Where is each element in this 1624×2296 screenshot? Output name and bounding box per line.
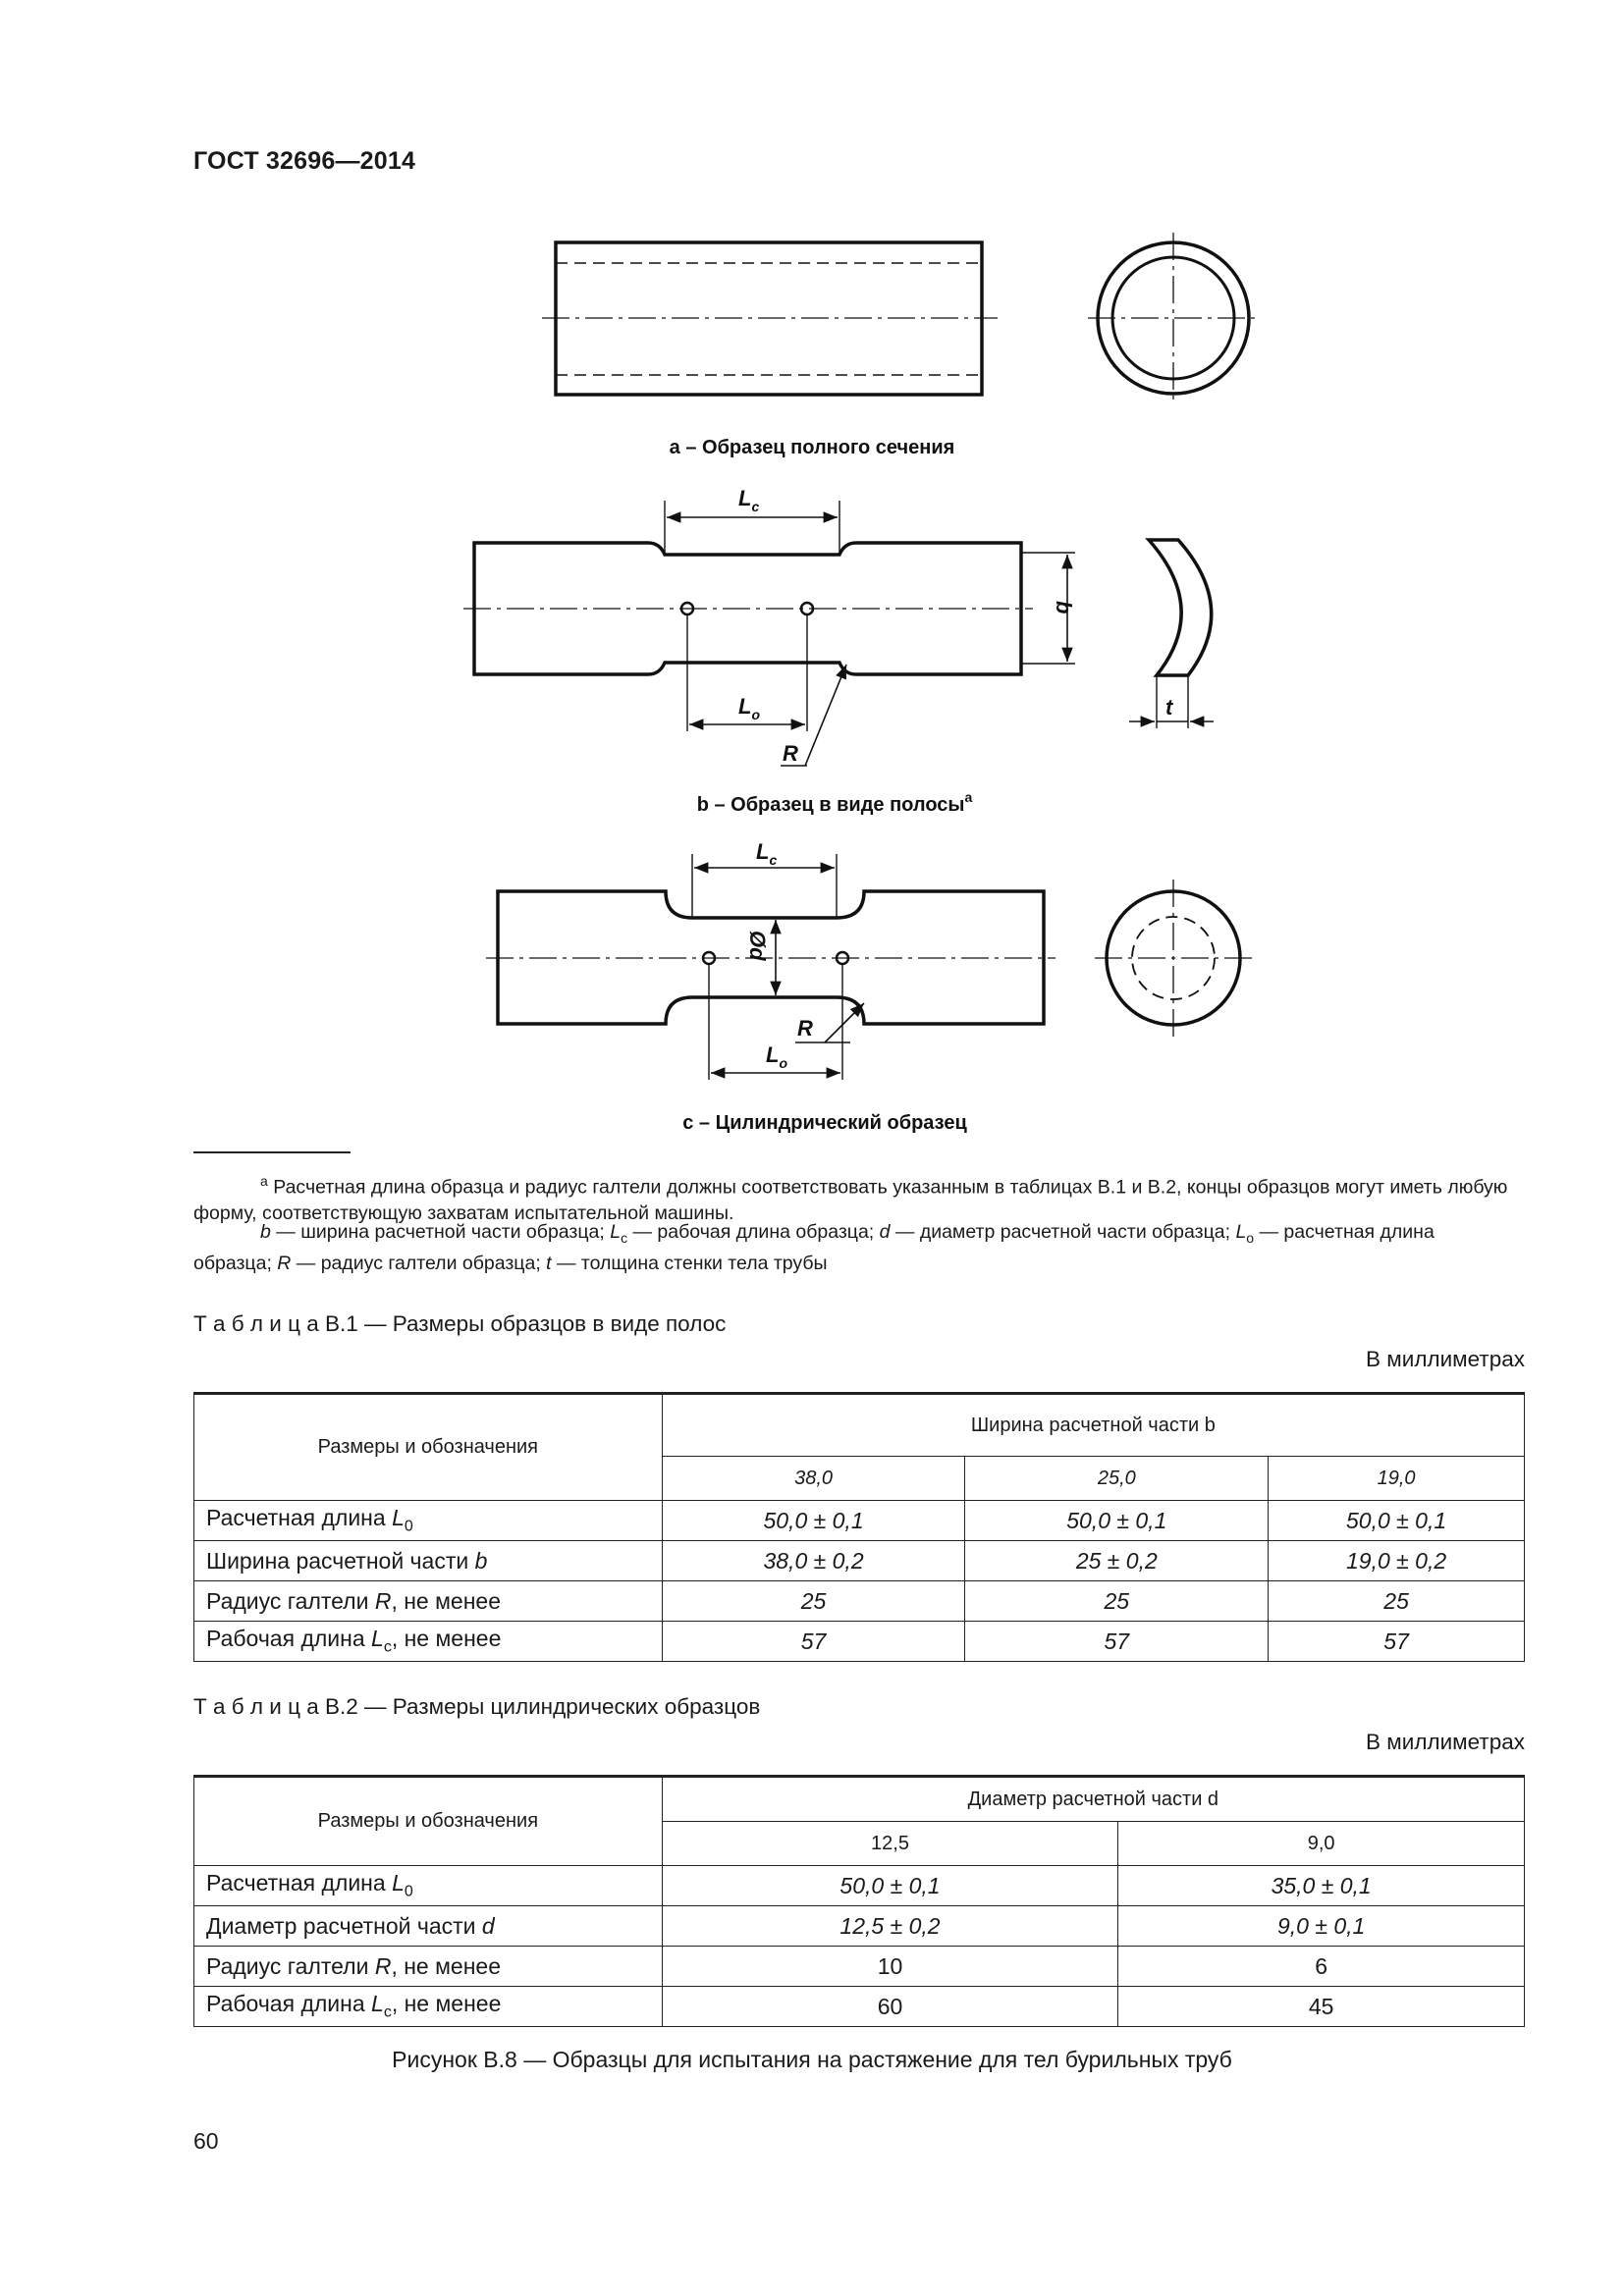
table-cell: 60: [662, 1987, 1118, 2027]
footnote-marker: а: [260, 1173, 268, 1189]
legend-text: — рабочая длина образца;: [627, 1221, 880, 1243]
legend-subscript: o: [1246, 1229, 1255, 1246]
row-header: Ширина расчетной части b: [194, 1541, 663, 1581]
legend-text: — ширина расчетной части образца;: [270, 1221, 611, 1243]
table2-units: В миллиметрах: [1366, 1730, 1525, 1754]
row-header: Радиус галтели R, не менее: [194, 1581, 663, 1622]
table2: [193, 1775, 1525, 2027]
row-header: Радиус галтели R, не менее: [194, 1947, 663, 1987]
table2-group-header: Диаметр расчетной части d: [662, 1777, 1524, 1822]
row-header: Расчетная длина $L_0$: [194, 1501, 663, 1541]
legend-symbol: L: [1235, 1221, 1247, 1243]
strip-specimen-side-view: [463, 501, 1075, 766]
legend-symbol: L: [610, 1221, 622, 1243]
page-number: 60: [193, 2128, 219, 2154]
label-t: t: [1165, 695, 1173, 720]
table1-corner-header: Размеры и обозначения: [194, 1394, 663, 1501]
table-row: [194, 1501, 1525, 1541]
table-cell: 57: [1269, 1622, 1525, 1662]
label-r-b: R: [783, 741, 798, 766]
footnote-rule: [193, 1151, 351, 1153]
table-cell: 9,0 ± 0,1: [1118, 1906, 1525, 1947]
table-cell: 50,0 ± 0,1: [1269, 1501, 1525, 1541]
table-cell: 38,0 ± 0,2: [662, 1541, 965, 1581]
table-cell: 57: [965, 1622, 1269, 1662]
table-cell: 50,0 ± 0,1: [662, 1866, 1118, 1906]
table1-title: Т а б л и ц а В.1 — Размеры образцов в виде полос: [193, 1311, 727, 1336]
table-row: [194, 1947, 1525, 1987]
legend-text: — радиус галтели образца;: [291, 1252, 547, 1274]
legend-symbol: R: [277, 1252, 292, 1274]
table2-corner-header: Размеры и обозначения: [194, 1777, 663, 1866]
table1-column-header: 19,0: [1269, 1457, 1525, 1501]
legend-symbol: t: [546, 1252, 552, 1274]
legend-text: — толщина стенки тела трубы: [551, 1252, 828, 1274]
caption-b: b – Образец в виде полосы$^a$: [696, 789, 973, 816]
label-lc-b: $L_c$: [738, 486, 760, 514]
table-cell: 25: [662, 1581, 965, 1622]
caption-c: c – Цилиндрический образец: [682, 1112, 967, 1134]
table1-units: В миллиметрах: [1366, 1347, 1525, 1371]
cylindrical-specimen-end-view: [1095, 880, 1252, 1037]
label-lo-b: $L_o$: [738, 694, 761, 722]
label-lo-c: $L_o$: [766, 1042, 788, 1071]
full-section-specimen-side-view: [542, 242, 998, 395]
table-row: [194, 1987, 1525, 2027]
table-row: [194, 1866, 1525, 1906]
legend-text: — расчетная длина образца;: [193, 1221, 1435, 1274]
table-row: [194, 1622, 1525, 1662]
table-cell: 57: [662, 1622, 965, 1662]
table-cell: 12,5 ± 0,2: [662, 1906, 1118, 1947]
row-header: Рабочая длина $L_c$, не менее: [194, 1987, 663, 2027]
table1-column-header: 38,0: [662, 1457, 965, 1501]
table-cell: 50,0 ± 0,1: [662, 1501, 965, 1541]
footnote-a: $^а$ Расчетная длина образца и радиус галтели должны соответствовать указанным в таблицах В.1 и В.2, концы образцов могут иметь любую форму, соответствующую захватам испытательной машины.: [193, 1173, 1508, 1224]
table-cell: 19,0 ± 0,2: [1269, 1541, 1525, 1581]
label-d: Ød: [745, 931, 770, 961]
label-b: b: [1052, 601, 1076, 614]
table-row: [194, 1541, 1525, 1581]
table1: [193, 1392, 1525, 1662]
table-cell: 6: [1118, 1947, 1525, 1987]
figure-caption: Рисунок В.8 — Образцы для испытания на растяжение для тел бурильных труб: [392, 2047, 1232, 2072]
row-header: Диаметр расчетной части d: [194, 1906, 663, 1947]
row-header: Рабочая длина $L_c$, не менее: [194, 1622, 663, 1662]
table-row: [194, 1581, 1525, 1622]
document-header: ГОСТ 32696—2014: [193, 147, 416, 175]
legend-text: — диаметр расчетной части образца;: [890, 1221, 1236, 1243]
table-cell: 45: [1118, 1987, 1525, 2027]
table-row: [194, 1906, 1525, 1947]
specimen-drawing: [0, 0, 1624, 1139]
table1-column-header: 25,0: [965, 1457, 1269, 1501]
table-cell: 10: [662, 1947, 1118, 1987]
table-cell: 50,0 ± 0,1: [965, 1501, 1269, 1541]
legend-symbol: b: [260, 1221, 271, 1243]
full-section-specimen-end-view: [1088, 233, 1259, 403]
table2-title: Т а б л и ц а В.2 — Размеры цилиндрических образцов: [193, 1694, 761, 1719]
legend-subscript: c: [621, 1229, 628, 1246]
table2-column-header: 9,0: [1118, 1822, 1525, 1866]
table-cell: 25: [965, 1581, 1269, 1622]
table-cell: 25 ± 0,2: [965, 1541, 1269, 1581]
label-r-c: R: [797, 1016, 813, 1041]
table2-column-header: 12,5: [662, 1822, 1118, 1866]
caption-a: a – Образец полного сечения: [669, 437, 955, 458]
label-lc-c: $L_c$: [756, 839, 778, 868]
legend-symbol: d: [879, 1221, 891, 1243]
table1-group-header: Ширина расчетной части b: [662, 1394, 1524, 1457]
row-header: Расчетная длина $L_0$: [194, 1866, 663, 1906]
footnote-legend: [193, 1219, 1509, 1276]
table-cell: 25: [1269, 1581, 1525, 1622]
table-cell: 35,0 ± 0,1: [1118, 1866, 1525, 1906]
